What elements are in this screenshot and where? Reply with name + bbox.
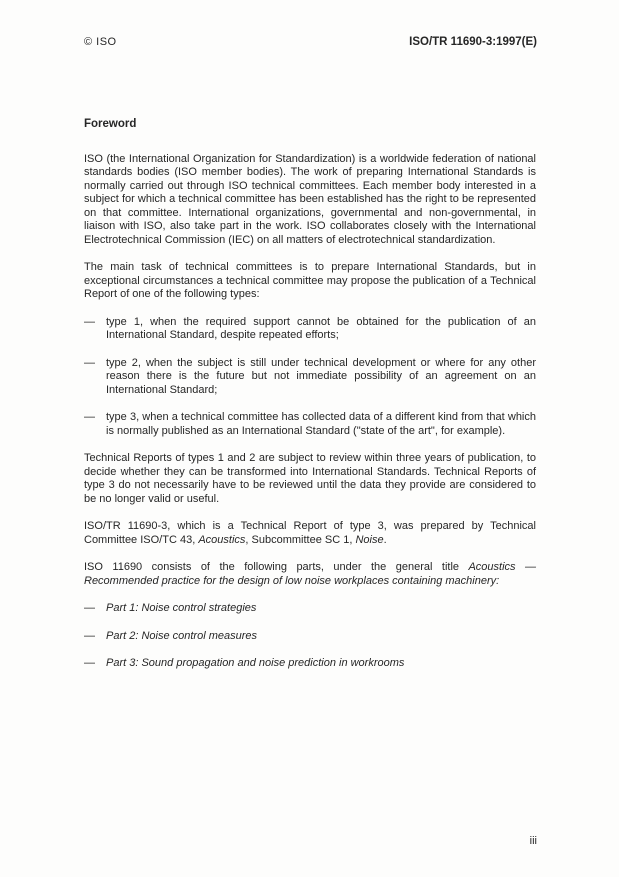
list-marker: — <box>84 602 95 614</box>
list-marker: — <box>84 315 95 328</box>
type-list-item-2 <box>84 357 536 398</box>
foreword-paragraph-5 <box>84 561 536 588</box>
part-list-item-text: Part 3: Sound propagation and noise prediction in workrooms <box>106 657 405 669</box>
paragraph-segment-italic: Acoustics — Recommended practice for the design of low noise workplaces containing machinery: <box>84 561 536 587</box>
part-list-item-text: Part 1: Noise control strategies <box>106 602 257 614</box>
list-marker: — <box>84 629 95 642</box>
page-header <box>84 36 537 48</box>
paragraph-segment: ISO 11690 consists of the following parts, under the general title <box>84 561 469 573</box>
section-title: Foreword <box>84 118 137 130</box>
document-reference: ISO/TR 11690-3:1997(E) <box>409 36 537 48</box>
paragraph-segment: , Subcommittee SC 1, <box>245 533 356 546</box>
type-list <box>84 316 536 439</box>
part-list-item-3 <box>84 657 536 671</box>
parts-list <box>84 602 536 671</box>
paragraph-segment: ISO/TR 11690-3, which is a Technical Report of type 3, was prepared by Technical Committee ISO/TC 43, <box>84 520 536 546</box>
type-list-item-text: type 3, when a technical committee has collected data of a different kind from that which is normally published as an International Standard ("state of the art", for example). <box>106 411 536 437</box>
foreword-paragraph-1: ISO (the International Organization for Standardization) is a worldwide federation of national standards bodies (ISO member bodies). The work of preparing International Standards is normally carried out through ISO technical committees. Each member body interested in a subject for which a technical committee has been established has the right to be represented on that committee. International organizations, governmental and non-governmental, in liaison with ISO, also take part in the work. ISO collaborates closely with the International Electrotechnical Commission (IEC) on all matters of electrotechnical standardization. <box>84 152 536 246</box>
paragraph-segment: . <box>383 533 387 546</box>
list-marker: — <box>84 411 95 423</box>
part-list-item-2 <box>84 630 536 644</box>
type-list-item-text: type 1, when the required support cannot be obtained for the publication of an International Standard, despite repeated efforts; <box>106 315 536 341</box>
paragraph-segment-italic: Acoustics <box>198 533 246 546</box>
type-list-item-3 <box>84 411 536 438</box>
foreword-paragraph-3: Technical Reports of types 1 and 2 are subject to review within three years of publication, to decide whether they can be transformed into International Standards. Technical Reports of type 3 do not necessarily have to be reviewed until the data they provide are considered to be no longer valid or useful. <box>84 452 536 505</box>
part-list-item-text: Part 2: Noise control measures <box>106 629 258 642</box>
foreword-section <box>84 118 536 685</box>
foreword-paragraph-4 <box>84 520 536 547</box>
paragraph-segment-italic: Noise <box>355 533 384 546</box>
copyright-mark: © ISO <box>84 36 117 48</box>
foreword-paragraph-2: The main task of technical committees is to prepare International Standards, but in exceptional circumstances a technical committee may propose the publication of a Technical Report of one of the following types: <box>84 261 536 300</box>
part-list-item-1 <box>84 602 536 616</box>
type-list-item-1 <box>84 316 536 343</box>
list-marker: — <box>84 356 95 369</box>
page-footer <box>530 835 537 847</box>
page-number: iii <box>529 835 537 847</box>
list-marker: — <box>84 657 95 669</box>
type-list-item-text: type 2, when the subject is still under technical development or where for any other reason there is the future but not immediate possibility of an agreement on an International Standard; <box>106 356 536 396</box>
